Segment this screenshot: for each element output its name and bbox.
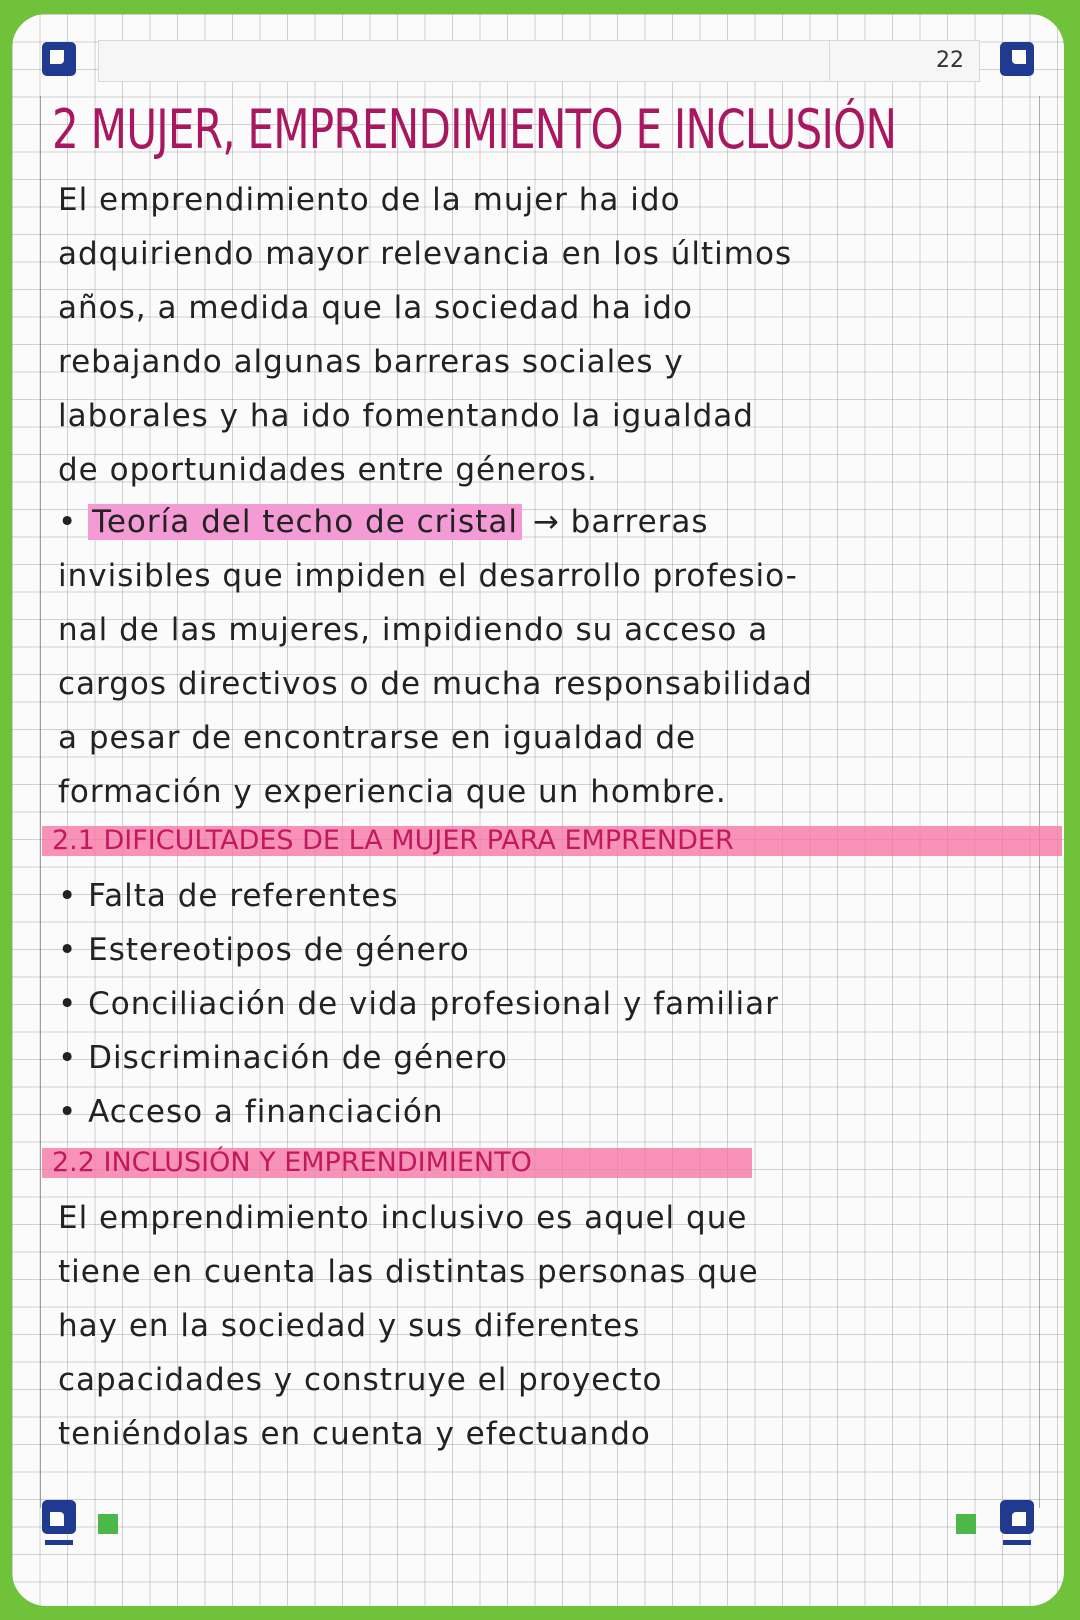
header-divider bbox=[829, 41, 830, 81]
corner-mark-bottom-left bbox=[42, 1500, 76, 1534]
section-heading-2-1: 2.1 DIFICULTADES DE LA MUJER PARA EMPRENDER bbox=[42, 826, 1062, 856]
list-item: • Estereotipos de género bbox=[58, 932, 470, 968]
page-number: 22 bbox=[936, 48, 964, 73]
list-item: • Acceso a financiación bbox=[58, 1094, 444, 1130]
glass-ceiling-line: nal de las mujeres, impidiendo su acceso a bbox=[58, 612, 769, 648]
body-line: tiene en cuenta las distintas personas que bbox=[58, 1254, 759, 1290]
body-line: El emprendimiento inclusivo es aquel que bbox=[58, 1200, 748, 1236]
green-square-left bbox=[98, 1514, 118, 1534]
page-title: 2 MUJER, EMPRENDIMIENTO E INCLUSIÓN bbox=[52, 98, 897, 161]
corner-mark-top-left bbox=[42, 42, 76, 76]
corner-mark-top-right bbox=[1000, 42, 1034, 76]
glass-ceiling-rest: barreras bbox=[570, 504, 709, 540]
intro-line: de oportunidades entre géneros. bbox=[58, 452, 598, 488]
list-item: • Falta de referentes bbox=[58, 878, 399, 914]
glass-ceiling-first-line bbox=[58, 504, 1048, 540]
body-line: hay en la sociedad y sus diferentes bbox=[58, 1308, 641, 1344]
list-item: • Conciliación de vida profesional y familiar bbox=[58, 986, 779, 1022]
glass-ceiling-line: cargos directivos o de mucha responsabilidad bbox=[58, 666, 813, 702]
intro-line: años, a medida que la sociedad ha ido bbox=[58, 290, 693, 326]
corner-bar-bottom-right bbox=[1003, 1540, 1031, 1545]
body-line: capacidades y construye el proyecto bbox=[58, 1362, 663, 1398]
green-square-right bbox=[956, 1514, 976, 1534]
glass-ceiling-line: a pesar de encontrarse en igualdad de bbox=[58, 720, 697, 756]
body-line: teniéndolas en cuenta y efectuando bbox=[58, 1416, 651, 1452]
bullet: • bbox=[58, 504, 78, 540]
glass-ceiling-line: formación y experiencia que un hombre. bbox=[58, 774, 727, 810]
arrow-icon: → bbox=[532, 504, 560, 540]
corner-bar-bottom-left bbox=[45, 1540, 73, 1545]
notebook-page bbox=[12, 14, 1064, 1606]
list-item: • Discriminación de género bbox=[58, 1040, 508, 1076]
section-heading-2-2: 2.2 INCLUSIÓN Y EMPRENDIMIENTO bbox=[42, 1148, 752, 1178]
intro-line: rebajando algunas barreras sociales y bbox=[58, 344, 684, 380]
intro-line: El emprendimiento de la mujer ha ido bbox=[58, 182, 681, 218]
glass-ceiling-highlight: Teoría del techo de cristal bbox=[88, 504, 522, 540]
intro-line: laborales y ha ido fomentando la igualdad bbox=[58, 398, 754, 434]
corner-mark-bottom-right bbox=[1000, 1500, 1034, 1534]
header-box bbox=[98, 40, 980, 82]
glass-ceiling-line: invisibles que impiden el desarrollo profesio- bbox=[58, 558, 798, 594]
intro-line: adquiriendo mayor relevancia en los últimos bbox=[58, 236, 793, 272]
